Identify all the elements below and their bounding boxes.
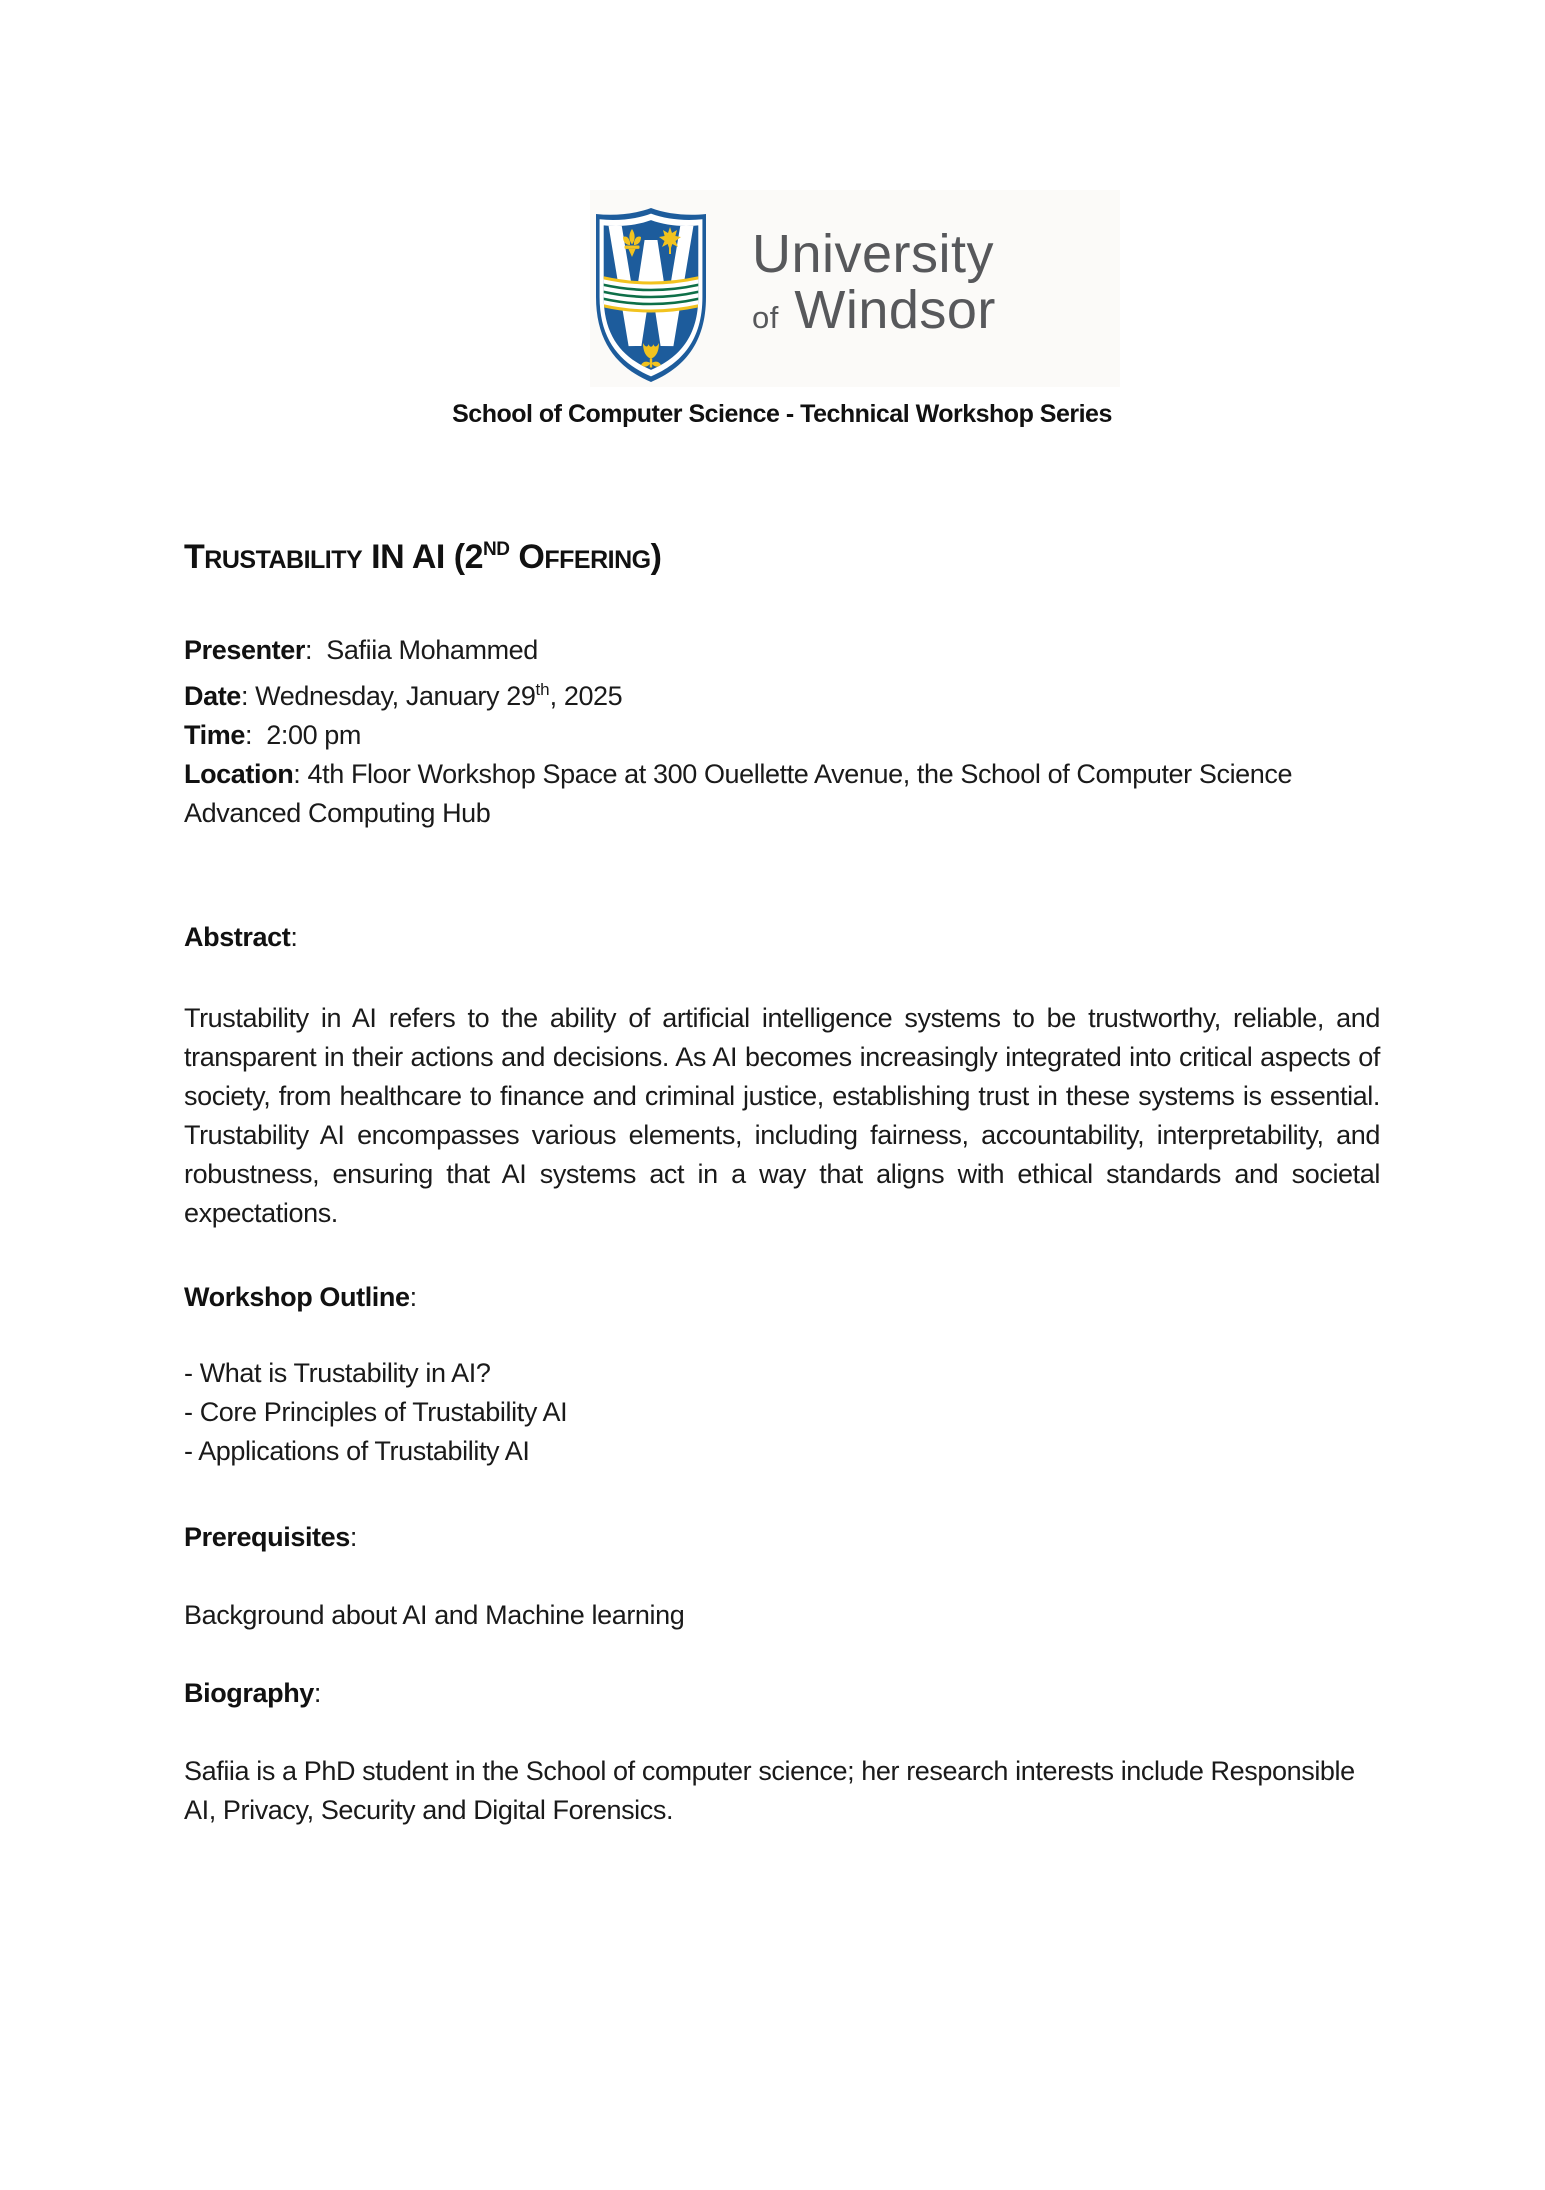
title-cap2: IN AI (2 — [362, 538, 484, 576]
title-small2: FFERING — [544, 546, 651, 574]
colon: : — [409, 1282, 417, 1312]
university-wordmark — [752, 226, 996, 346]
detail-location — [184, 755, 1344, 833]
presenter-value: Safiia Mohammed — [312, 635, 538, 665]
abstract-heading: Abstract: — [184, 922, 298, 952]
title-superscript: ND — [483, 539, 510, 560]
time-value: 2:00 pm — [252, 720, 362, 750]
colon: : — [290, 922, 298, 952]
biography-paragraph: Safiia is a PhD student in the School of computer science; her research interests include Responsible AI, Privacy, Security and Digital Forensics. — [184, 1756, 1355, 1825]
wordmark-university: University — [752, 224, 995, 284]
detail-date — [184, 670, 1380, 716]
location-label: Location — [184, 759, 294, 789]
date-label: Date — [184, 681, 241, 711]
biography-heading: Biography: — [184, 1678, 322, 1708]
time-label: Time — [184, 720, 245, 750]
detail-time — [184, 716, 1380, 755]
title-cap4: ) — [650, 538, 662, 576]
location-value: 4th Floor Workshop Space at 300 Ouellette Avenue, the School of Computer Science Advanced Computing Hub — [184, 759, 1298, 828]
date-value-year: , 2025 — [549, 681, 623, 711]
talk-title — [184, 527, 1380, 583]
outline-item: - What is Trustability in AI? — [184, 1358, 491, 1388]
event-details — [184, 631, 1380, 833]
university-shield-icon — [590, 205, 712, 385]
colon: : — [313, 1678, 322, 1708]
outline-item: - Core Principles of Trustability AI — [184, 1397, 568, 1427]
wordmark-windsor: Windsor — [794, 280, 996, 340]
document-page — [0, 190, 1545, 2190]
title-cap3: O — [509, 538, 545, 576]
title-cap1: T — [184, 538, 205, 576]
presenter-label: Presenter — [184, 635, 305, 665]
detail-presenter — [184, 631, 1380, 670]
wordmark-of-windsor — [752, 282, 996, 346]
prerequisites-text: Background about AI and Machine learning — [184, 1600, 685, 1630]
date-ordinal-superscript: th — [535, 680, 550, 699]
title-small1: RUSTABILITY — [204, 546, 363, 574]
colon: : — [304, 635, 313, 665]
outline-item: - Applications of Trustability AI — [184, 1436, 530, 1466]
wordmark-of: of — [752, 300, 779, 335]
colon: : — [349, 1522, 357, 1552]
date-value: Wednesday, January 29 — [248, 681, 536, 711]
outline-heading: Workshop Outline: — [184, 1282, 417, 1312]
abstract-paragraph: Trustability in AI refers to the ability of artificial intelligence systems to be trustworthy, reliable, and transparent in their actions and decisions. As AI becomes increasingly integrated into critical aspects of society, from healthcare to finance and criminal justice, establishing trust in these systems is essential. Trustability AI encompasses various elements, including fairness, accountability, interpretability, and robustness, ensuring that AI systems act in a way that aligns with ethical standards and societal expectations. — [184, 1003, 1380, 1228]
colon: : — [240, 681, 249, 711]
university-logo — [590, 190, 1120, 387]
prerequisites-heading: Prerequisites: — [184, 1522, 357, 1552]
document-content — [0, 395, 1545, 1830]
series-title: School of Computer Science - Technical Workshop Series — [452, 400, 1112, 428]
colon: : — [244, 720, 253, 750]
colon: : — [293, 759, 301, 789]
outline-list — [184, 1354, 1380, 1471]
